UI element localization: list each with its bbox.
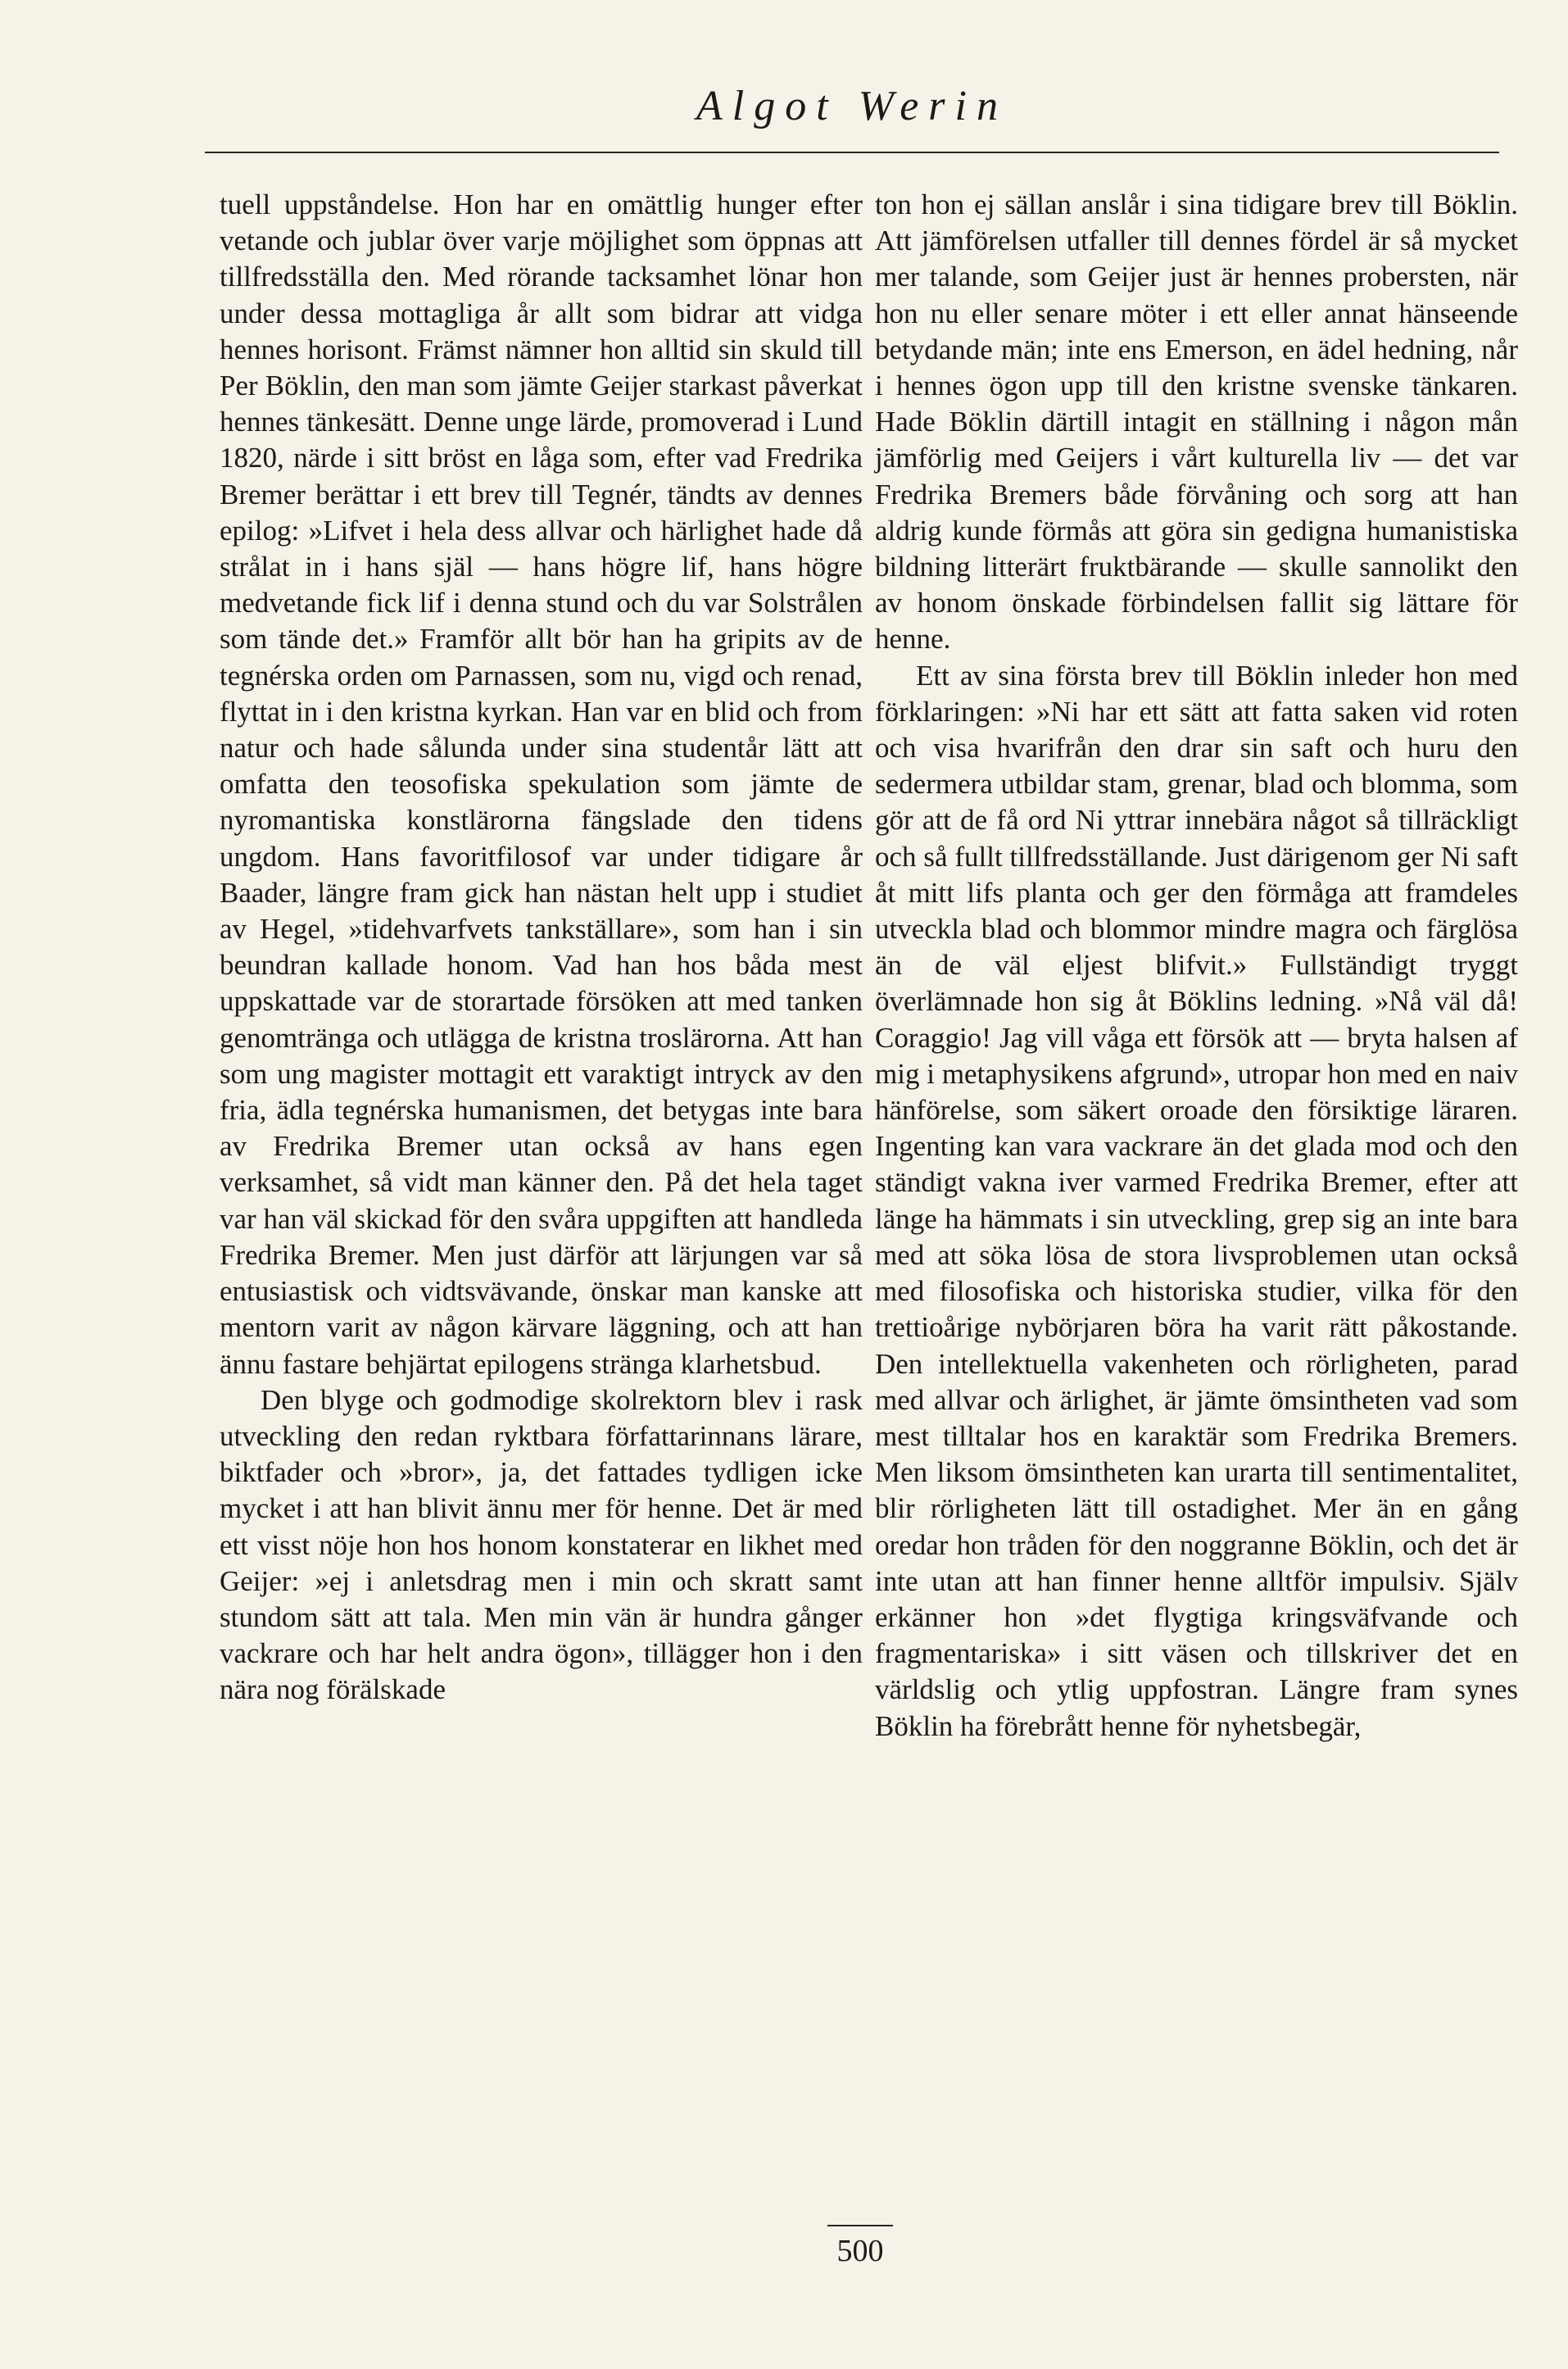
- page-footer: [811, 2225, 909, 2269]
- running-title: Algot Werin: [696, 83, 1008, 129]
- paragraph: Den blyge och godmodige skolrektorn blev i rask utveckling den redan ryktbara författarinnans lärare, biktfader och »bror», ja, det fattades tydligen icke mycket i att han blivit ännu mer för henne. Det är med ett visst nöje hon hos honom konstaterar en likhet med Geijer: »ej i anletsdrag men i min och skratt samt stundom sätt att tala. Men min vän är hundra gånger vackrare och har helt andra ögon», tillägger hon i den nära nog förälskade: [220, 1383, 863, 1706]
- left-column: [220, 187, 863, 1709]
- header-rule: [205, 152, 1499, 153]
- paragraph: tuell uppståndelse. Hon har en omättlig hunger efter vetande och jublar över varje möjlighet som öppnas att tillfredsställa den. Med rörande tacksamhet lönar hon under dessa mottagliga år allt som bidrar att vidga hennes horisont. Främst nämner hon alltid sin skuld till Per Böklin, den man som jämte Geijer starkast påverkat hennes tänkesätt. Denne unge lärde, promoverad i Lund 1820, närde i sitt bröst en låga som, efter vad Fredrika Bremer berättar i ett brev till Tegnér, tändts av dennes epilog: »Lifvet i hela dess allvar och härlighet hade då strålat in i hans själ — hans högre lif, hans högre medvetande fick lif i denna stund och du var Solstrålen som tände det.» Framför allt bör han ha gripits av de tegnérska orden om Parnassen, som nu, vigd och renad, flyttat in i den kristna kyrkan. Han var en blid och from natur och hade sålunda under sina studentår lätt att omfatta den teosofiska spekulation som jämte de nyromantiska konstlärorna fängslade den tidens ungdom. Hans favoritfilosof var under tidigare år Baader, längre fram gick han nästan helt upp i studiet av Hegel, »tidehvarfvets tankställare», som han i sin beundran kallade honom. Vad han hos båda mest uppskattade var de storartade försöken att med tanken genomtränga och utlägga de kristna troslärorna. Att han som ung magister mottagit ett varaktigt intryck av den fria, ädla tegnérska humanismen, det betygas inte bara av Fredrika Bremer utan också av hans egen verksamhet, så vidt man känner den. På det hela taget var han väl skickad för den svåra uppgiften att handleda Fredrika Bremer. Men just därför att lärjungen var så entusiastisk och vidtsvävande, önskar man kanske att mentorn varit av någon kärvare läggning, och att han ännu fastare behjärtat epilogens stränga klarhetsbud.: [220, 188, 863, 1380]
- footer-rule: [827, 2225, 893, 2226]
- page-number: 500: [836, 2234, 884, 2268]
- paragraph: ton hon ej sällan anslår i sina tidigare brev till Böklin. Att jämförelsen utfaller till dennes fördel är så mycket mer talande, som Geijer just är hennes probersten, när hon nu eller senare möter i ett eller annat hänseende betydande män; inte ens Emerson, en ädel hedning, når i hennes ögon upp till den kristne svenske tänkaren. Hade Böklin därtill intagit en ställning i någon mån jämförlig med Geijers i vårt kulturella liv — det var Fredrika Bremers både förvåning och sorg att han aldrig kunde förmås att göra sin gedigna humanistiska bildning litterärt fruktbärande — skulle sannolikt den av honom önskade förbindelsen fallit sig lättare för henne.: [875, 188, 1518, 656]
- right-column: [875, 187, 1518, 1745]
- paragraph: Ett av sina första brev till Böklin inleder hon med förklaringen: »Ni har ett sätt att fatta saken vid roten och visa hvarifrån den drar sin saft och huru den sedermera utbildar stam, grenar, blad och blomma, som gör att de få ord Ni yttrar innebära något så tillräckligt och så fullt tillfredsställande. Just därigenom ger Ni saft åt mitt lifs planta och ger den förmåga att framdeles utveckla blad och blommor mindre magra och färglösa än de väl eljest blifvit.» Fullständigt tryggt överlämnade hon sig åt Böklins ledning. »Nå väl då! Coraggio! Jag vill våga ett försök att — bryta halsen af mig i metaphysikens afgrund», utropar hon med en naiv hänförelse, som säkert oroade den försiktige läraren. Ingenting kan vara vackrare än det glada mod och den ständigt vakna iver varmed Fredrika Bremer, efter att länge ha hämmats i sin utveckling, grep sig an inte bara med att söka lösa de stora livsproblemen utan också med filosofiska och historiska studier, vilka för den trettioårige nybörjaren böra ha varit rätt påkostande. Den intellektuella vakenheten och rörligheten, parad med allvar och ärlighet, är jämte ömsintheten vad som mest tilltalar hos en karaktär som Fredrika Bremers. Men liksom ömsintheten kan urarta till sentimentalitet, blir rörligheten lätt till ostadighet. Mer än en gång oredar hon tråden för den noggranne Böklin, och det är inte utan att han finner henne alltför impulsiv. Själv erkänner hon »det flygtiga kringsväfvande och fragmentariska» i sitt väsen och tillskriver det en världslig och ytlig uppfostran. Längre fram synes Böklin ha förebrått henne för nyhetsbegär,: [875, 659, 1518, 1742]
